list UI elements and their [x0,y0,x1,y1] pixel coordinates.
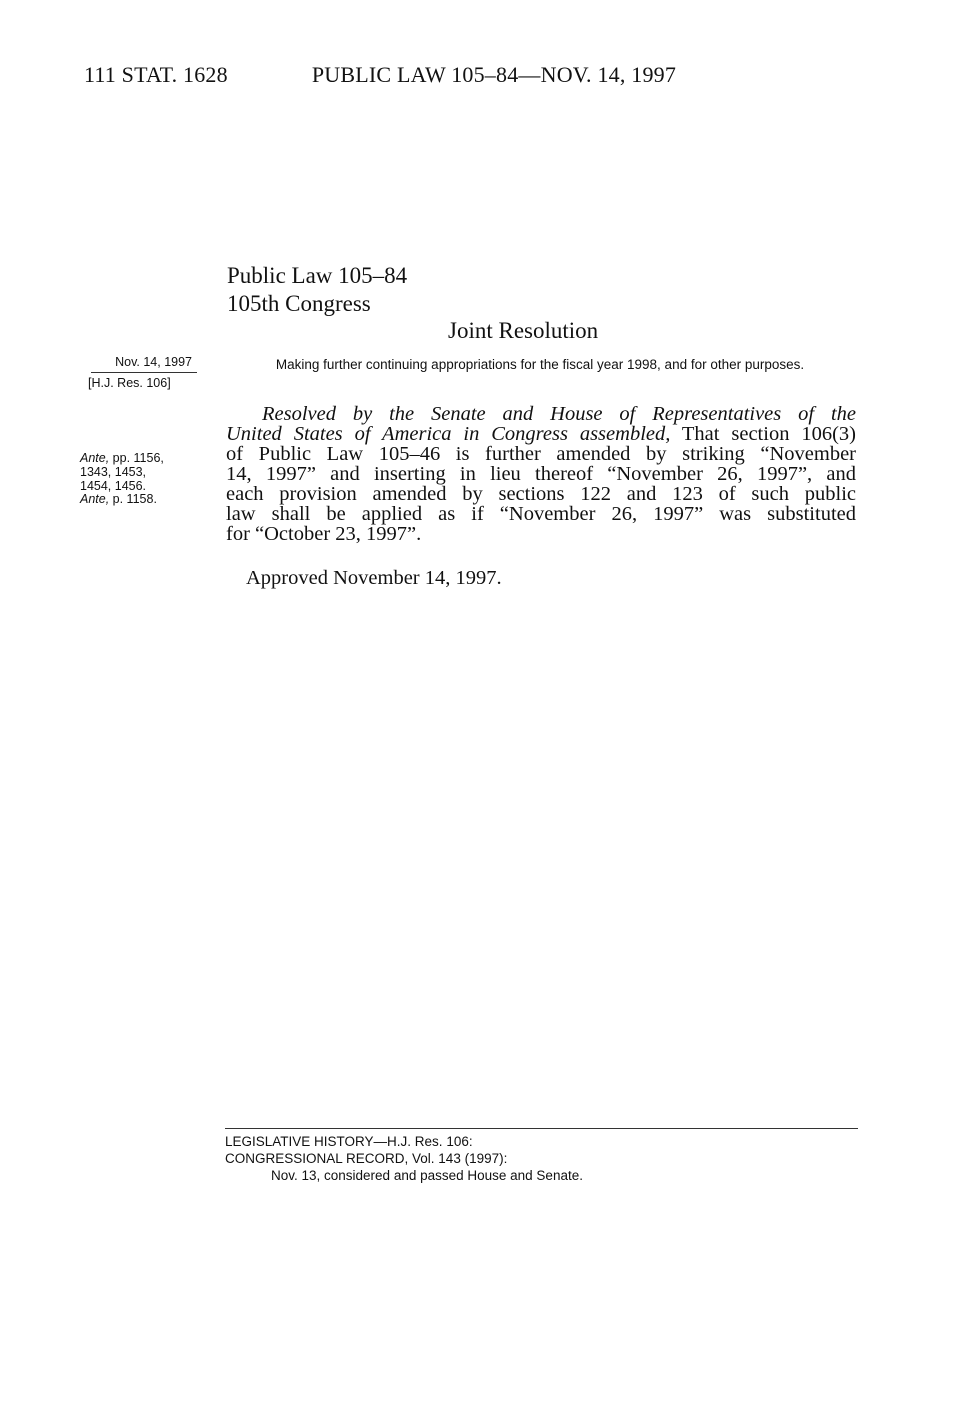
document-type-heading: Joint Resolution [448,318,599,343]
approval-date: Approved November 14, 1997. [246,567,502,589]
margin-note-divider [91,372,197,373]
body-line-7: for “October 23, 1997”. [226,523,422,545]
body-line-2: United States of America in Congress assembled, That section 106(3) [226,423,856,445]
running-head-law-date: PUBLIC LAW 105–84—NOV. 14, 1997 [311,62,677,87]
body-line-5: each provision amended by sections 122 and 123 of such public [226,483,856,505]
body-line-1: Resolved by the Senate and House of Representatives of the [262,403,856,425]
legislative-history-divider [225,1128,858,1129]
margin-note-resolution: [H.J. Res. 106] [88,376,171,390]
margin-ante-line-3: 1454, 1456. [80,478,147,493]
running-head [84,62,676,88]
purpose-statement: Making further continuing appropriations for the fiscal year 1998, and for other purposes. [275,357,805,372]
body-line-4: 14, 1997” and inserting in lieu thereof “November 26, 1997”, and [226,463,856,485]
resolution-body [226,404,856,544]
law-number-title: Public Law 105–84 [227,263,408,288]
congressional-record-entry: Nov. 13, considered and passed House and Senate. [271,1168,583,1183]
statute-page-reference: 111 STAT. 1628 [84,62,228,87]
body-line-6: law shall be applied as if “November 26, 1997” was substituted [226,503,856,525]
legislative-history-heading: LEGISLATIVE HISTORY—H.J. Res. 106: [225,1134,473,1149]
title-block [227,262,407,318]
margin-ante-line-4: Ante, p. 1158. [80,492,157,507]
congress-title: 105th Congress [227,291,371,316]
margin-ante-line-1: Ante, pp. 1156, [80,451,164,465]
margin-note-date: Nov. 14, 1997 [115,355,192,369]
margin-ante-line-2: 1343, 1453, [80,464,147,479]
congressional-record-line: CONGRESSIONAL RECORD, Vol. 143 (1997): [225,1151,508,1166]
legislative-history [225,1133,583,1184]
margin-note-ante-references [80,452,210,507]
body-line-3: of Public Law 105–46 is further amended by striking “November [226,443,856,465]
